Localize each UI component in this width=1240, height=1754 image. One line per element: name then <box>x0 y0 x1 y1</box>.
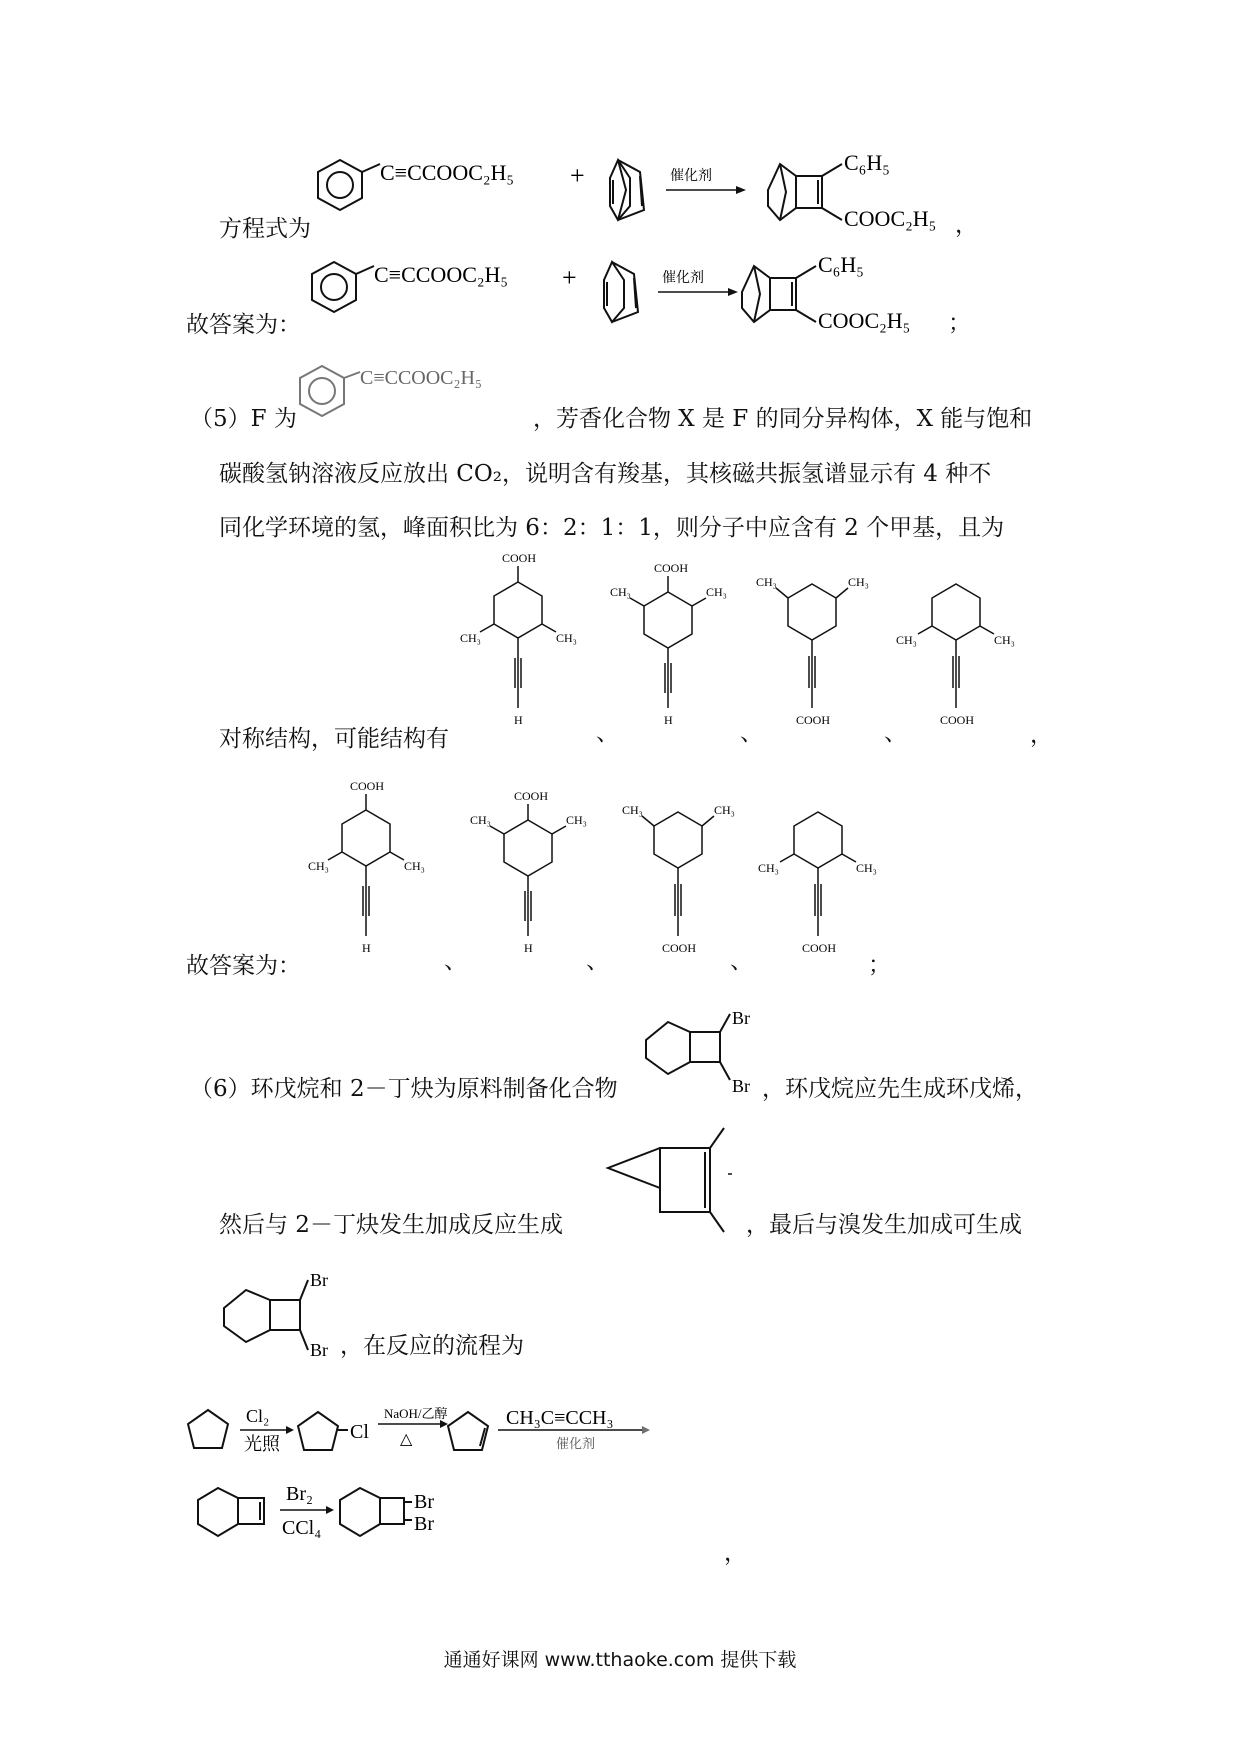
cyclopentene-icon <box>448 1412 488 1450</box>
c6h5-label: C₆H₅ <box>818 252 864 277</box>
benzene-ring-icon <box>312 262 356 312</box>
ester-chain-label: C≡CCOOC₂H₅ <box>374 262 509 287</box>
line1-suffix: ， <box>955 212 978 238</box>
benzene-ring-icon <box>300 366 344 416</box>
isomer-a <box>480 566 556 708</box>
sep-4: 、 <box>444 948 467 974</box>
isomer-a <box>328 794 404 936</box>
isomer-b-cooh: COOH <box>654 561 689 575</box>
catalyst-label: 催化剂 <box>556 1436 596 1451</box>
chlorocyclopentane-icon <box>298 1412 348 1450</box>
cooc2h5-label: COOC₂H₅ <box>844 206 937 231</box>
cl-label: Cl <box>350 1421 369 1443</box>
norbornadiene-icon <box>604 262 638 322</box>
ccl4-label: CCl₄ <box>282 1517 322 1539</box>
isomer-d-ch3-left: CH₃ <box>896 633 917 647</box>
p6-lead: （6）环戊烷和 2－丁炔为原料制备化合物 <box>190 1076 618 1102</box>
p5-line4: 对称结构，可能结构有 <box>219 726 449 752</box>
p5-line2: 碳酸氢钠溶液反应放出 CO₂，说明含有羧基，其核磁共振氢谱显示有 4 种不 <box>219 461 992 487</box>
sep-2: 、 <box>740 720 763 746</box>
p5-answer-end: ； <box>868 952 891 978</box>
p5-end: ， <box>1030 722 1053 748</box>
reaction-1-diagram <box>318 150 958 240</box>
ester-chain-label: C≡CCOOC₂H₅ <box>360 367 482 389</box>
sep-6: 、 <box>730 948 753 974</box>
isomer-c-ch3-right: CH₃ <box>714 803 735 817</box>
plus-sign: + <box>562 263 577 292</box>
br-top: Br <box>310 1270 328 1290</box>
cooc2h5-label: COOC₂H₅ <box>818 308 911 333</box>
isomer-c <box>642 812 714 936</box>
isomer-d-cooh: COOH <box>940 713 975 727</box>
compound-f-diagram <box>300 358 540 428</box>
isomer-d-ch3-left: CH₃ <box>758 861 779 875</box>
br-top-label: Br <box>414 1491 434 1513</box>
sep-1: 、 <box>596 720 619 746</box>
isomer-b-cooh: COOH <box>514 789 549 803</box>
reaction-2-diagram <box>312 250 952 340</box>
isomers-row-2 <box>306 776 926 966</box>
norbornadiene-icon <box>610 160 644 220</box>
bicyclic-alkene-icon <box>198 1488 264 1536</box>
dibromide-icon <box>340 1488 412 1536</box>
line2-suffix: ； <box>948 310 971 336</box>
p6-line3: ，在反应的流程为 <box>340 1333 524 1359</box>
isomer-b-ch3-left: CH₃ <box>470 813 491 827</box>
isomer-d-ch3-right: CH₃ <box>856 861 877 875</box>
light-label: 光照 <box>244 1434 280 1454</box>
p6-line2-a: 然后与 2－丁炔发生加成反应生成 <box>219 1212 563 1238</box>
benzene-ring-icon <box>318 160 362 210</box>
isomer-d <box>918 584 994 708</box>
cyclopentane-icon <box>188 1410 228 1448</box>
tricyclic-product-icon <box>768 164 842 220</box>
isomer-a-cooh: COOH <box>502 551 537 565</box>
br-bottom-label: Br <box>414 1513 434 1535</box>
target-compound-diagram <box>640 1000 770 1100</box>
isomer-c-ch3-right: CH₃ <box>848 575 869 589</box>
p5-answer: 故答案为： <box>186 953 301 979</box>
isomers-row-1 <box>460 548 1080 738</box>
flow-end: ， <box>724 1540 747 1566</box>
isomer-c-cooh: COOH <box>662 941 697 955</box>
catalyst-label: 催化剂 <box>670 169 712 184</box>
isomer-a-h: H <box>514 713 523 727</box>
isomer-d <box>780 812 856 936</box>
p5-lead: （5）F 为 <box>190 406 297 432</box>
isomer-b-ch3-right: CH₃ <box>566 813 587 827</box>
catalyst-label: 催化剂 <box>662 271 704 286</box>
butyne-label: CH₃C≡CCH₃ <box>506 1407 614 1429</box>
p6-after: ，环戊烷应先生成环戊烯， <box>762 1076 1038 1102</box>
br-bottom: Br <box>310 1340 328 1360</box>
cl2-label: Cl₂ <box>246 1406 270 1426</box>
br-bottom: Br <box>732 1076 750 1096</box>
isomer-b <box>490 804 566 936</box>
intermediate-diagram <box>600 1122 740 1242</box>
isomer-c-ch3-left: CH₃ <box>622 803 643 817</box>
p5-line3: 同化学环境的氢，峰面积比为 6：2：1：1，则分子中应含有 2 个甲基，且为 <box>219 515 1005 541</box>
isomer-c <box>776 584 848 708</box>
br-top: Br <box>732 1008 750 1028</box>
tricyclic-product-icon <box>742 266 816 322</box>
isomer-c-cooh: COOH <box>796 713 831 727</box>
reaction-flow-diagram <box>186 1400 726 1570</box>
isomer-a-ch3-left: CH₃ <box>460 631 481 645</box>
br2-label: Br₂ <box>286 1483 313 1505</box>
ester-chain-label: C≡CCOOC₂H₅ <box>380 160 515 185</box>
isomer-a-ch3-right: CH₃ <box>556 631 577 645</box>
isomer-b-ch3-right: CH₃ <box>706 585 727 599</box>
isomer-b <box>630 576 706 708</box>
p5-after: ，芳香化合物 X 是 F 的同分异构体，X 能与饱和 <box>533 406 1033 432</box>
isomer-d-cooh: COOH <box>802 941 837 955</box>
isomer-a-ch3-left: CH₃ <box>308 859 329 873</box>
isomer-b-ch3-left: CH₃ <box>610 585 631 599</box>
isomer-a-cooh: COOH <box>350 779 385 793</box>
isomer-a-h: H <box>362 941 371 955</box>
isomer-b-h: H <box>664 713 673 727</box>
p6-line2-b: ，最后与溴发生加成可生成 <box>746 1212 1022 1238</box>
isomer-b-h: H <box>524 941 533 955</box>
plus-sign: + <box>570 161 585 190</box>
isomer-d-ch3-right: CH₃ <box>994 633 1015 647</box>
isomer-c-ch3-left: CH₃ <box>756 575 777 589</box>
naoh-label: NaOH/乙醇 <box>384 1406 448 1421</box>
isomer-a-ch3-right: CH₃ <box>404 859 425 873</box>
line2-prefix: 故答案为： <box>186 312 301 338</box>
footer: 通通好课网 www.tthaoke.com 提供下载 <box>443 1649 797 1671</box>
final-product-diagram <box>218 1260 348 1360</box>
sep-5: 、 <box>586 948 609 974</box>
heat-label: △ <box>400 1431 413 1448</box>
line1-prefix: 方程式为 <box>219 216 311 242</box>
sep-3: 、 <box>884 720 907 746</box>
c6h5-label: C₆H₅ <box>844 150 890 175</box>
